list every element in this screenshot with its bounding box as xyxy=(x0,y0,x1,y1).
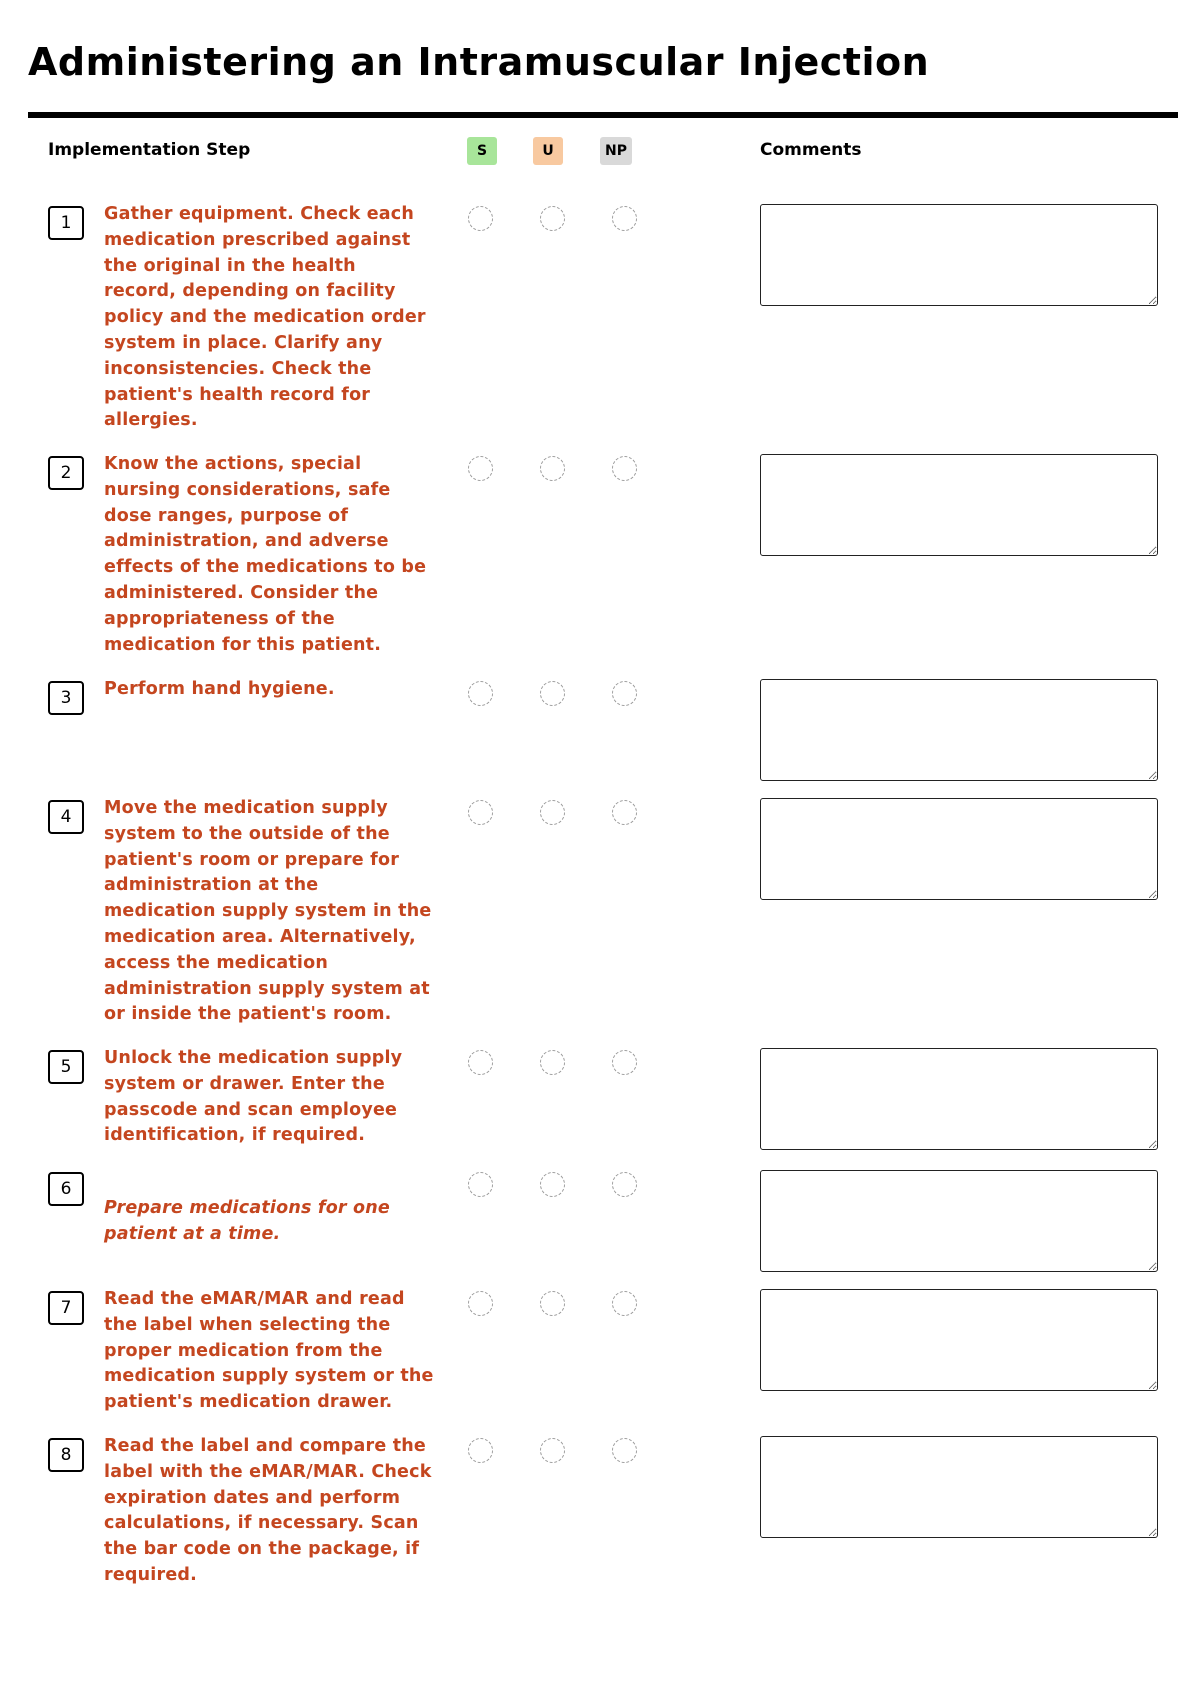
step-number: 3 xyxy=(48,681,84,715)
not-performed-badge: NP xyxy=(600,137,632,165)
radio-not-performed[interactable] xyxy=(612,1291,637,1316)
radio-satisfactory[interactable] xyxy=(468,800,493,825)
unsatisfactory-badge: U xyxy=(533,137,563,165)
radio-unsatisfactory[interactable] xyxy=(540,1438,565,1463)
step-number: 4 xyxy=(48,800,84,834)
comments-header: Comments xyxy=(760,140,862,160)
step-number: 8 xyxy=(48,1438,84,1472)
radio-unsatisfactory[interactable] xyxy=(540,206,565,231)
step-number: 1 xyxy=(48,206,84,240)
radio-satisfactory[interactable] xyxy=(468,681,493,706)
radio-unsatisfactory[interactable] xyxy=(540,1050,565,1075)
step-text: Read the eMAR/MAR and read the label when selecting the proper medication from the medication supply system or the patient's medication drawer. xyxy=(104,1289,434,1413)
step-text: Gather equipment. Check each medication prescribed against the original in the health record, depending on facility policy and the medication order system in place. Clarify any inconsistencies. Check the patient's health record for allergies. xyxy=(104,204,426,431)
step-text: Read the label and compare the label with the eMAR/MAR. Check expiration dates and perform calculations, if necessary. Scan the bar code on the package, if required. xyxy=(104,1436,432,1585)
radio-unsatisfactory[interactable] xyxy=(540,1172,565,1197)
comment-field[interactable] xyxy=(760,1436,1158,1538)
step-text: Know the actions, special nursing considerations, safe dose ranges, purpose of administration, and adverse effects of the medications to be administered. Consider the appropriateness of the medication for this patient. xyxy=(104,454,427,655)
step-text: Prepare medications for one patient at a time. xyxy=(104,1198,390,1244)
radio-unsatisfactory[interactable] xyxy=(540,1291,565,1316)
radio-unsatisfactory[interactable] xyxy=(540,800,565,825)
radio-not-performed[interactable] xyxy=(612,800,637,825)
radio-satisfactory[interactable] xyxy=(468,1438,493,1463)
comment-field[interactable] xyxy=(760,798,1158,900)
comment-field[interactable] xyxy=(760,1289,1158,1391)
radio-not-performed[interactable] xyxy=(612,206,637,231)
comment-field[interactable] xyxy=(760,1170,1158,1272)
step-number: 5 xyxy=(48,1050,84,1084)
radio-not-performed[interactable] xyxy=(612,681,637,706)
comment-field[interactable] xyxy=(760,454,1158,556)
comment-field[interactable] xyxy=(760,204,1158,306)
step-text: Unlock the medication supply system or drawer. Enter the passcode and scan employee identification, if required. xyxy=(104,1048,403,1146)
radio-satisfactory[interactable] xyxy=(468,456,493,481)
radio-unsatisfactory[interactable] xyxy=(540,456,565,481)
radio-not-performed[interactable] xyxy=(612,1438,637,1463)
radio-satisfactory[interactable] xyxy=(468,1050,493,1075)
page-title: Administering an Intramuscular Injection xyxy=(28,40,930,84)
radio-not-performed[interactable] xyxy=(612,456,637,481)
step-text: Perform hand hygiene. xyxy=(104,679,335,699)
title-divider xyxy=(28,112,1178,118)
step-number: 6 xyxy=(48,1172,84,1206)
step-number: 2 xyxy=(48,456,84,490)
step-text: Move the medication supply system to the outside of the patient's room or prepare for administration at the medication supply system in the medication area. Alternatively, access the medication administration supply system at or inside the patient's room. xyxy=(104,798,432,1025)
implementation-step-header: Implementation Step xyxy=(48,140,251,160)
radio-satisfactory[interactable] xyxy=(468,1291,493,1316)
comment-field[interactable] xyxy=(760,679,1158,781)
radio-not-performed[interactable] xyxy=(612,1172,637,1197)
satisfactory-badge: S xyxy=(467,137,497,165)
radio-unsatisfactory[interactable] xyxy=(540,681,565,706)
comment-field[interactable] xyxy=(760,1048,1158,1150)
step-number: 7 xyxy=(48,1291,84,1325)
radio-satisfactory[interactable] xyxy=(468,206,493,231)
radio-not-performed[interactable] xyxy=(612,1050,637,1075)
radio-satisfactory[interactable] xyxy=(468,1172,493,1197)
